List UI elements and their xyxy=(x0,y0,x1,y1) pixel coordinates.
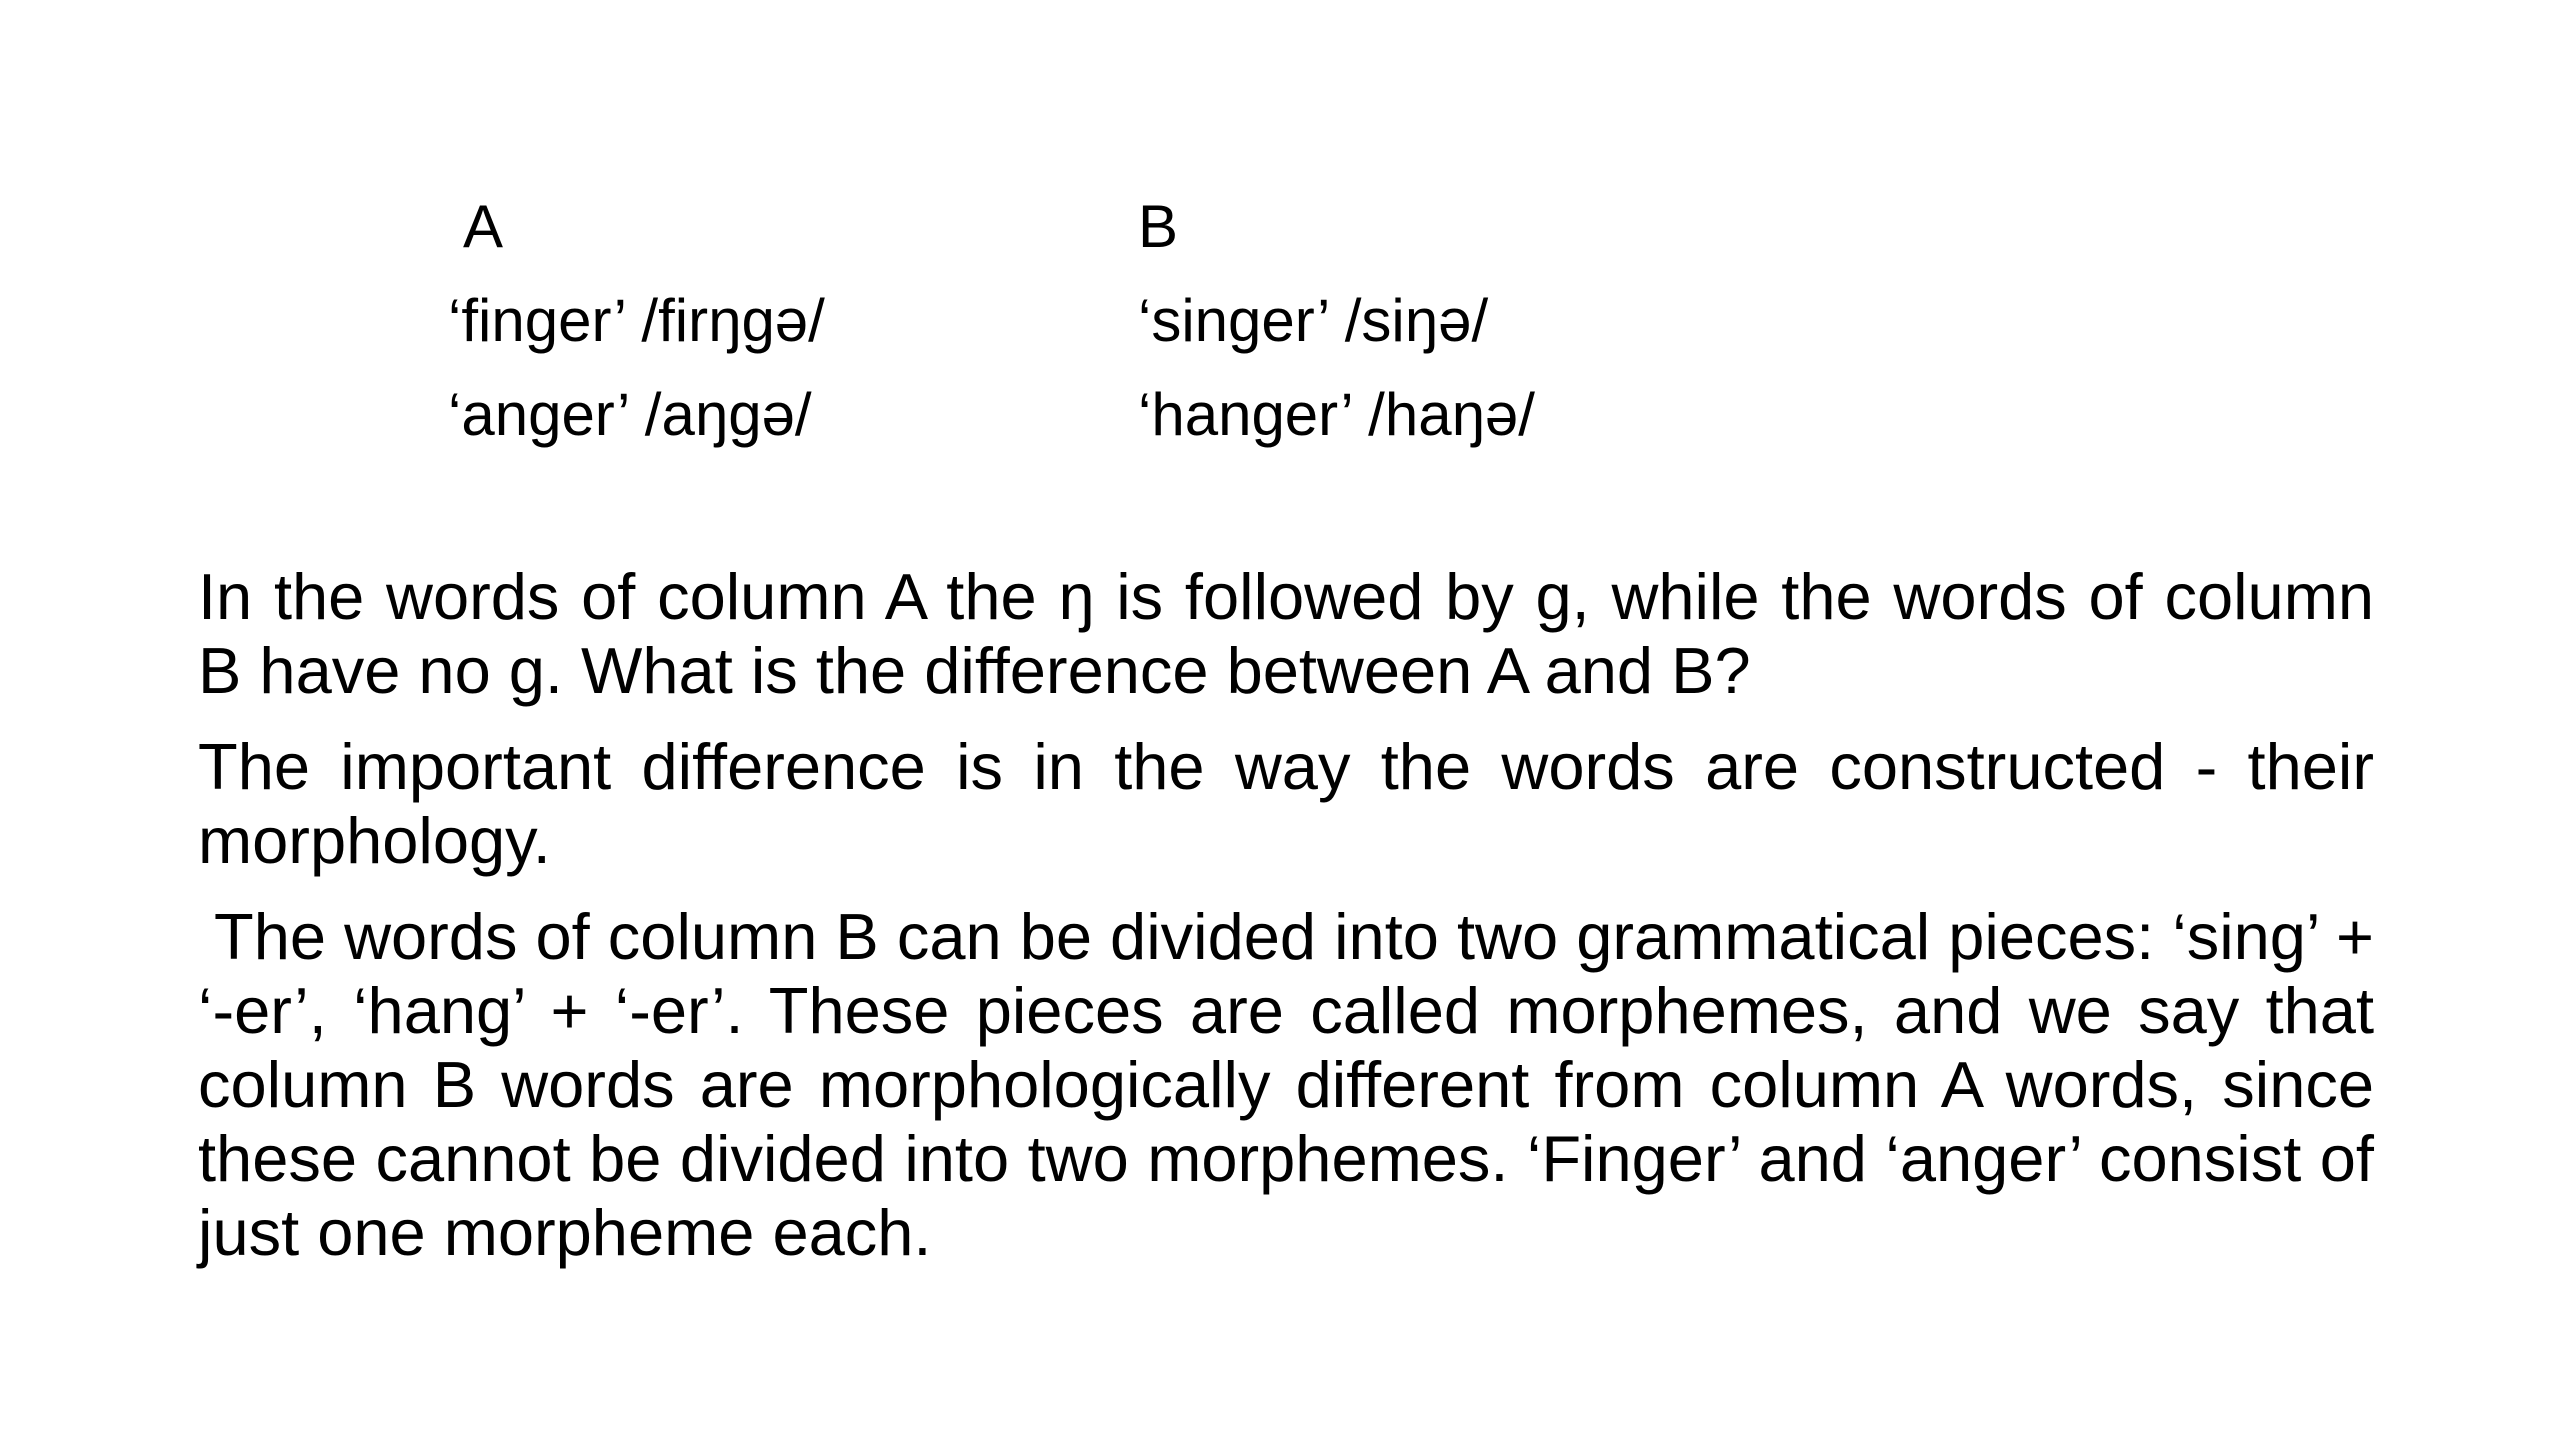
explanation-text xyxy=(198,560,2374,1292)
paragraph-morphemes: The words of column B can be divided into two grammatical pieces: ‘sing’ + ‘-er’, ‘hang’ + ‘-er’. These pieces are called morphemes, and we say that column B words are morphologically different from column A words, since these cannot be divided into two morphemes. ‘Finger’ and ‘anger’ consist of just one morpheme each. xyxy=(198,900,2374,1269)
column-a-word: ‘anger’ /aŋgə/ xyxy=(448,381,812,448)
table-row xyxy=(448,368,1648,462)
paragraph-question: In the words of column A the ŋ is followed by g, while the words of column B have no g. What is the difference between A and B? xyxy=(198,560,2374,707)
column-a-word: ‘finger’ /firŋgə/ xyxy=(448,287,825,354)
column-b-word: ‘singer’ /siŋə/ xyxy=(1138,287,1489,354)
comparison-table xyxy=(448,180,1648,462)
table-row xyxy=(448,274,1648,368)
paragraph-answer: The important difference is in the way the words are constructed - their morphology. xyxy=(198,730,2374,877)
column-a-header: A xyxy=(463,193,504,260)
column-b-header: B xyxy=(1138,193,1179,260)
column-b-word: ‘hanger’ /haŋə/ xyxy=(1138,381,1535,448)
table-header-row xyxy=(448,180,1648,274)
